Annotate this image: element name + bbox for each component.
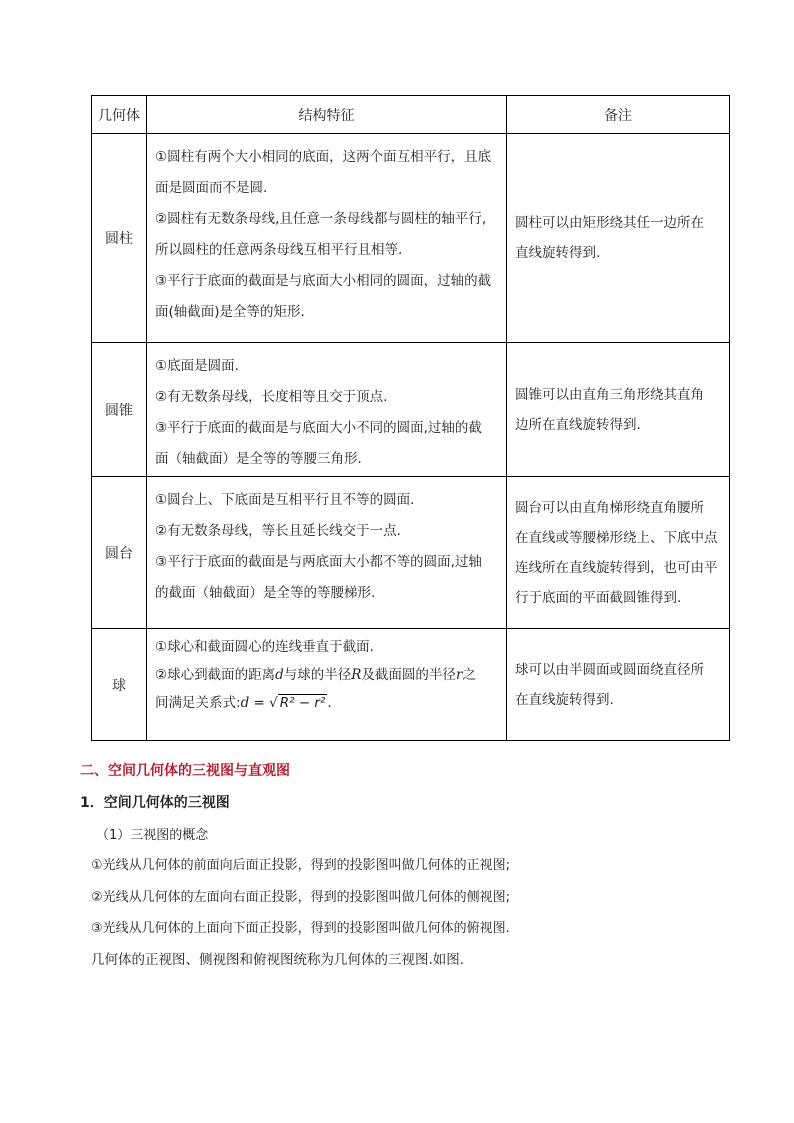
row-name: 球 — [92, 629, 147, 741]
feature-line: ①圆柱有两个大小相同的底面，这两个面互相平行，且底 — [155, 149, 492, 165]
row-note — [507, 629, 730, 741]
feature-line: ③平行于底面的截面是与两底面大小都不等的圆面,过轴 — [155, 554, 482, 570]
feature-line: ③平行于底面的截面是与底面大小不同的圆面,过轴的截 — [155, 420, 482, 436]
feature-line: ②有无数条母线，等长且延长线交于一点. — [155, 523, 401, 539]
feature-line: 的截面（轴截面）是全等的等腰梯形. — [155, 585, 376, 601]
feature-line: 面(轴截面)是全等的矩形. — [155, 304, 305, 320]
paragraph: ②光线从几何体的左面向右面正投影，得到的投影图叫做几何体的侧视图; — [91, 890, 511, 905]
feature-line — [155, 689, 499, 717]
feature-text: 之 — [462, 667, 476, 683]
row-note — [507, 134, 730, 343]
row-name: 圆柱 — [92, 134, 147, 343]
row-note — [507, 343, 730, 477]
note-line: 圆柱可以由矩形绕其任一边所在 — [515, 215, 704, 231]
section-title: 二、空间几何体的三视图与直观图 — [80, 763, 290, 779]
feature-line: 面（轴截面）是全等的等腰三角形. — [155, 451, 362, 467]
note-line: 边所在直线旋转得到. — [515, 416, 641, 433]
note-line: 圆锥可以由直角三角形绕其直角 — [515, 386, 704, 403]
table-row-cone — [92, 343, 730, 477]
formula-lhs: d — [240, 695, 250, 711]
row-features — [147, 629, 507, 741]
table-row-frustum — [92, 477, 730, 629]
table-row-sphere — [92, 629, 730, 741]
subsection-title: 1．空间几何体的三视图 — [80, 795, 230, 811]
feature-line: ①底面是圆面. — [155, 358, 239, 374]
note-line: 球可以由半圆面或圆面绕直径所 — [515, 661, 704, 678]
formula-equals: = — [249, 695, 270, 711]
row-name: 圆台 — [92, 477, 147, 629]
feature-text: 间满足关系式: — [155, 695, 241, 711]
feature-line: ③平行于底面的截面是与底面大小相同的圆面，过轴的截 — [155, 273, 492, 289]
row-features — [147, 134, 507, 343]
feature-line: 所以圆柱的任意两条母线互相平行且相等. — [155, 242, 403, 258]
feature-text: 及截面圆的半径 — [361, 667, 456, 683]
note-line: 在直线或等腰梯形绕上、下底中点 — [515, 529, 718, 546]
note-line: 直线旋转得到. — [515, 245, 601, 261]
header-notes: 备注 — [507, 96, 730, 134]
feature-line: 面是圆面而不是圆. — [155, 180, 268, 196]
formula-radicand: R² − r² — [279, 695, 326, 711]
paragraph: （1）三视图的概念 — [96, 828, 209, 843]
feature-line: ②圆柱有无数条母线,且任意一条母线都与圆柱的轴平行, — [155, 211, 487, 227]
feature-line: ①球心和截面圆心的连线垂直于截面. — [155, 639, 374, 655]
paragraph: ③光线从几何体的上面向下面正投影，得到的投影图叫做几何体的俯视图. — [91, 921, 510, 936]
row-features — [147, 477, 507, 629]
paragraph: 几何体的正视图、侧视图和俯视图统称为几何体的三视图.如图. — [91, 952, 465, 968]
feature-line: ①圆台上、下底面是互相平行且不等的圆面. — [155, 492, 415, 508]
geometry-table — [91, 95, 730, 741]
header-features: 结构特征 — [147, 96, 507, 134]
feature-text: ②球心到截面的距离 — [155, 667, 276, 683]
feature-line — [155, 661, 499, 689]
sqrt-sign-icon: √ — [269, 695, 278, 711]
row-features — [147, 343, 507, 477]
note-line: 圆台可以由直角梯形绕直角腰所 — [515, 499, 704, 516]
row-note — [507, 477, 730, 629]
feature-line: ②有无数条母线，长度相等且交于顶点. — [155, 389, 388, 405]
table-header-row — [92, 96, 730, 134]
feature-text: 与球的半径 — [283, 667, 352, 683]
note-line: 连线所在直线旋转得到，也可由平 — [515, 559, 718, 576]
variable-d: d — [275, 667, 284, 683]
formula-end: . — [327, 695, 332, 711]
note-line: 行于底面的平面截圆锥得到. — [515, 589, 682, 606]
table-row-cylinder — [92, 134, 730, 343]
header-geometry: 几何体 — [92, 96, 147, 134]
row-name: 圆锥 — [92, 343, 147, 477]
note-line: 在直线旋转得到. — [515, 691, 614, 708]
variable-r: r — [455, 667, 463, 683]
paragraph: ①光线从几何体的前面向后面正投影，得到的投影图叫做几何体的正视图; — [91, 858, 511, 873]
variable-R: R — [351, 667, 362, 683]
